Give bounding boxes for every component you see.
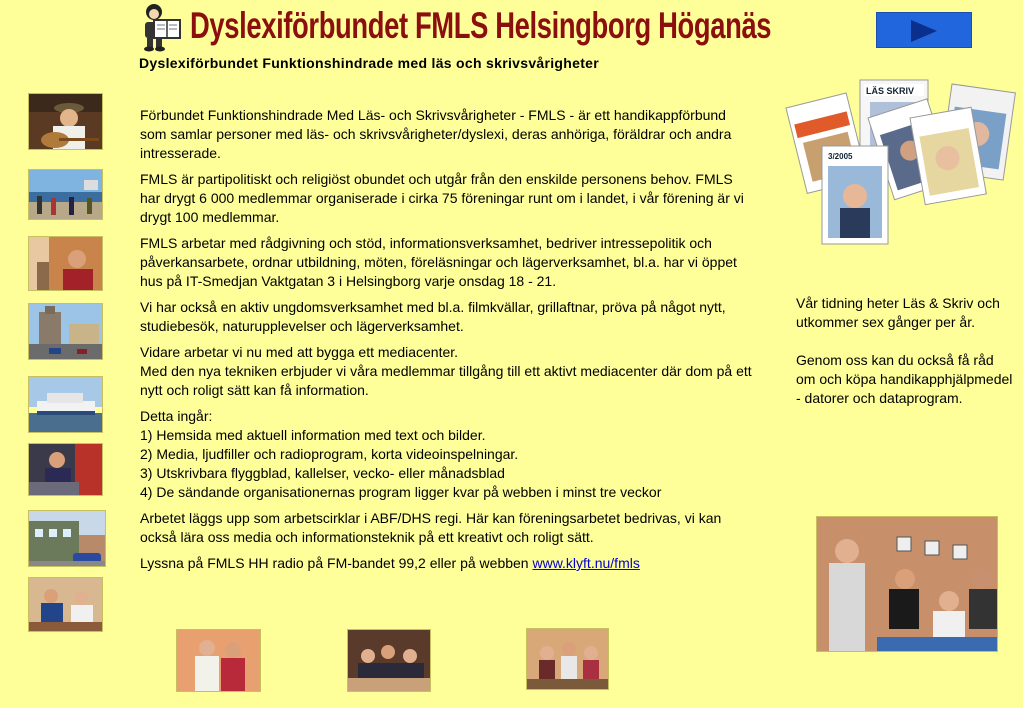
magazine-covers-image	[782, 78, 1022, 248]
list-item: 4) De sändande organisationernas program ligger kvar på webben i minst tre veckor	[140, 484, 662, 500]
mediacenter-line-2: Med den nya tekniken erbjuder vi våra medlemmar tillgång till ett aktivt mediacenter där dom på ett nytt och roligt sätt kan få information.	[140, 363, 752, 398]
page-title: Dyslexiförbundet FMLS Helsingborg Höganäs	[190, 5, 772, 46]
list-item: 3) Utskrivbara flyggblad, kallelser, vecko- eller månadsblad	[140, 465, 505, 481]
magazine-cover-label: LÄS SKRIV	[866, 86, 915, 96]
radio-text: Lyssna på FMLS HH radio på FM-bandet 99,2 eller på webben	[140, 555, 533, 571]
list-item: 1) Hemsida med aktuell information med text och bilder.	[140, 427, 486, 443]
photo-harbor-people	[28, 169, 103, 220]
sidebar-text	[796, 294, 1016, 427]
assistive-aids-description: Genom oss kan du också få råd om och köpa handikapphjälpmedel - datorer och dataprogram.	[796, 352, 1013, 406]
photo-man-indoors	[28, 236, 103, 291]
youth-paragraph: Vi har också en aktiv ungdomsverksamhet med bl.a. filmkvällar, grillaftnar, pröva på något nytt, studiebesök, naturupplevelser och lägerverksamhet.	[140, 299, 726, 334]
play-arrow-icon	[909, 19, 939, 43]
magazine-issue-label: 3/2005	[828, 152, 853, 161]
mediacenter-paragraph	[140, 343, 754, 400]
includes-block	[140, 407, 754, 502]
study-circles-paragraph: Arbetet läggs upp som arbetscirklar i ABF/DHS regi. Här kan föreningsarbetet bedrivas, vi kan också lära oss media och informationsteknik på ett kreativt och roligt sätt.	[140, 510, 722, 545]
photo-table-group	[347, 629, 431, 692]
list-item: 2) Media, ljudfiller och radioprogram, korta videoinspelningar.	[140, 446, 519, 462]
photo-guitar-player	[28, 93, 103, 150]
photo-members-sitting	[526, 628, 609, 690]
photo-karaoke-party	[816, 516, 998, 652]
radio-paragraph	[140, 554, 754, 573]
logo-reader-figure	[140, 2, 184, 52]
next-page-button[interactable]	[876, 12, 972, 48]
membership-paragraph: FMLS är partipolitiskt och religiöst obundet och utgår från den enskilde personens behov. FMLS har drygt 6 000 medlemmar organiserade i cirka 75 föreningar runt om i landet, i vår förening är vi drygt 100 medlemmar.	[140, 171, 744, 225]
photo-studio-mixer	[28, 443, 103, 496]
magazine-description: Vår tidning heter Läs & Skriv och utkommer sex gånger per år.	[796, 295, 1000, 330]
photo-group-room	[28, 577, 103, 632]
intro-paragraph: Förbundet Funktionshindrade Med Läs- och Skrivsvårigheter - FMLS - är ett handikappförbund som samlar personer med läs- och skrivsvårigheter/dyslexi, deras anhöriga, föräldrar och andra intresserade.	[140, 107, 732, 161]
photo-couple	[176, 629, 261, 692]
photo-ferry	[28, 376, 103, 433]
mediacenter-line-1: Vidare arbetar vi nu med att bygga ett mediacenter.	[140, 344, 459, 360]
includes-heading: Detta ingår:	[140, 408, 213, 424]
photo-town-street	[28, 303, 103, 360]
main-content	[140, 106, 754, 580]
photo-building-car	[28, 510, 106, 567]
activities-paragraph: FMLS arbetar med rådgivning och stöd, informationsverksamhet, bedriver intressepolitik och påverkansarbete, ordnar utbildning, möten, föreläsningar och lägerverksamhet, bl.a. har vi öppet hus på IT-Smedjan Vaktgatan 3 i Helsingborg varje onsdag 18 - 21.	[140, 235, 737, 289]
page-subtitle: Dyslexiförbundet Funktionshindrade med läs och skrivsvårigheter	[139, 55, 600, 71]
radio-web-link[interactable]: www.klyft.nu/fmls	[532, 555, 640, 571]
